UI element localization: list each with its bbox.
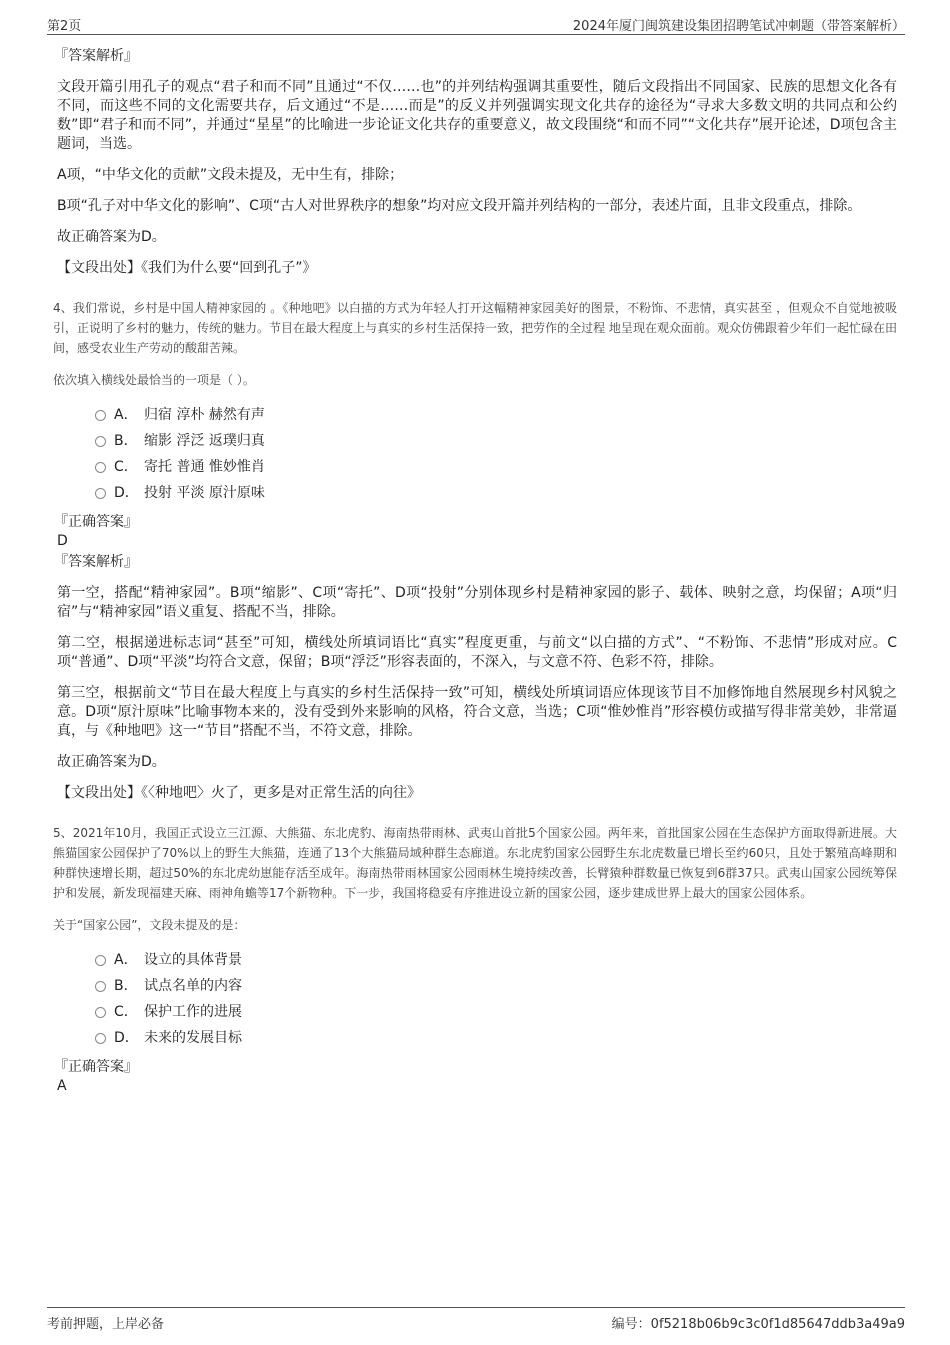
q4-ask: 依次填入横线处最恰当的一项是（ ）。 — [53, 373, 255, 387]
q4-source: 【文段出处】《〈种地吧〉火了，更多是对正常生活的向往》 — [57, 785, 421, 801]
option-text: 投射 平淡 原汁原味 — [144, 485, 265, 501]
radio-icon[interactable] — [95, 1033, 106, 1044]
option-text: 保护工作的进展 — [144, 1004, 242, 1020]
page-header — [47, 12, 905, 35]
option-text: 试点名单的内容 — [144, 978, 242, 994]
q5-correct-label: 『正确答案』 — [54, 1059, 138, 1075]
option-letter: D． — [114, 1030, 139, 1046]
q5-question: 5、2021年10月，我国正式设立三江源、大熊猫、东北虎豹、海南热带雨林、武夷山首批5个国家公园。两年来，首批国家公园在生态保护方面取得新进展。大熊猫国家公园保护了70%以上的野生大熊猫，连通了13个大熊猫局域种群生态廊道。东北虎豹国家公园野生东北虎数量已增长至约60只，且处于繁殖高峰期和种群快速增长期，超过50%的东北虎幼崽能存活至成年。海南热带雨林国家公园雨林生境持续改善，长臂猿种群数量已恢复到6群37只。武夷山国家公园统筹保护和发展，新发现福建天麻、雨神角蟾等17个新物种。下一步，我国将稳妥有序推进设立新的国家公园，逐步建成世界上最大的国家公园体系。 — [53, 826, 897, 900]
q4-analysis-para: 第二空，根据递进标志词“甚至”可知，横线处所填词语比“真实”程度更重，与前文“以白描的方式”、“不粉饰、不悲情”形成对应。C项“普通”、D项“平淡”均符合文意，保留；B项“浮泛”形容表面的，不深入，与文意不符、色彩不符，排除。 — [57, 635, 897, 670]
document-code: 编号：0f5218b06b9c3c0f1d85647ddb3a49a9 — [611, 1317, 905, 1332]
q4-analysis-para: 第一空，搭配“精神家园”。B项“缩影”、C项“寄托”、D项“投射”分别体现乡村是精神家园的影子、载体、映射之意，均保留；A项“归宿”与“精神家园”语义重复、搭配不当，排除。 — [57, 585, 897, 620]
option-letter: A． — [114, 952, 138, 968]
q4-option-a[interactable] — [95, 402, 897, 428]
radio-icon[interactable] — [95, 410, 106, 421]
page-number: 第2页 — [47, 19, 82, 34]
option-text: 未来的发展目标 — [144, 1030, 242, 1046]
q4-correct-label: 『正确答案』 — [54, 514, 138, 530]
option-text: 寄托 普通 惟妙惟肖 — [144, 459, 265, 475]
q4-answer: D — [57, 533, 68, 549]
q3-analysis-para: A项，“中华文化的贡献”文段未提及，无中生有，排除； — [57, 167, 404, 183]
option-letter: C． — [114, 1004, 138, 1020]
q3-analysis-label: 『答案解析』 — [54, 48, 138, 64]
q5-option-b[interactable] — [95, 973, 897, 999]
option-letter: D． — [114, 485, 139, 501]
option-text: 归宿 淳朴 赫然有声 — [144, 407, 265, 423]
page-footer — [47, 1307, 905, 1330]
q3-analysis-para: 故正确答案为D。 — [57, 229, 166, 245]
q4-question: 4、我们常说，乡村是中国人精神家园的 。《种地吧》以白描的方式为年轻人打开这幅精神家园美好的图景，不粉饰、不悲情，真实甚至 ，但观众不自觉地被吸引，正说明了乡村的魅力，传统的魅力。节目在最大程度上与真实的乡村生活保持一致，把劳作的全过程 地呈现在观众面前。观众仿佛跟着少年们一起忙碌在田间，感受农业生产劳动的酸甜苦辣。 — [53, 301, 897, 355]
radio-icon[interactable] — [95, 436, 106, 447]
q4-analysis-label: 『答案解析』 — [54, 554, 138, 570]
radio-icon[interactable] — [95, 981, 106, 992]
q5-option-c[interactable] — [95, 999, 897, 1025]
q4-option-c[interactable] — [95, 454, 897, 480]
footer-slogan: 考前押题，上岸必备 — [47, 1317, 165, 1332]
q3-analysis-para: 文段开篇引用孔子的观点“君子和而不同”且通过“不仅……也”的并列结构强调其重要性，随后文段指出不同国家、民族的思想文化各有不同，而这些不同的文化需要共存，后文通过“不是……而是”的反义并列强调实现文化共存的途径为“寻求大多数文明的共同点和公约数”即“君子和而不同”，并通过“星星”的比喻进一步论证文化共存的重要意义，故文段围绕“和而不同”“文化共存”展开论述，D项包含主题词，当选。 — [57, 79, 897, 152]
q4-option-b[interactable] — [95, 428, 897, 454]
option-letter: B． — [114, 978, 138, 994]
q5-option-d[interactable] — [95, 1025, 897, 1051]
q3-source: 【文段出处】《我们为什么要“回到孔子”》 — [57, 260, 317, 276]
radio-icon[interactable] — [95, 488, 106, 499]
document-title: 2024年厦门闽筑建设集团招聘笔试冲刺题（带答案解析） — [572, 19, 905, 34]
option-text: 缩影 浮泛 返璞归真 — [144, 433, 265, 449]
q4-options — [95, 402, 897, 506]
q4-analysis-para: 第三空，根据前文“节目在最大程度上与真实的乡村生活保持一致”可知，横线处所填词语应体现该节目不加修饰地自然展现乡村风貌之意。D项“原汁原味”比喻事物本来的，没有受到外来影响的风格，符合文意，当选；C项“惟妙惟肖”形容模仿或描写得非常美妙，非常逼真，与《种地吧》这一“节目”搭配不当，不符文意，排除。 — [57, 685, 897, 739]
q5-answer: A — [57, 1078, 67, 1094]
q5-options — [95, 947, 897, 1051]
main-content — [53, 46, 897, 1097]
option-letter: A． — [114, 407, 138, 423]
q4-analysis-para: 故正确答案为D。 — [57, 754, 166, 770]
option-letter: C． — [114, 459, 138, 475]
q3-analysis-para: B项“孔子对中华文化的影响”、C项“古人对世界秩序的想象”均对应文段开篇并列结构的一部分，表述片面，且非文段重点，排除。 — [57, 198, 862, 214]
q4-option-d[interactable] — [95, 480, 897, 506]
q5-ask: 关于“国家公园”，文段未提及的是： — [53, 918, 246, 932]
radio-icon[interactable] — [95, 462, 106, 473]
option-text: 设立的具体背景 — [144, 952, 242, 968]
radio-icon[interactable] — [95, 1007, 106, 1018]
q5-option-a[interactable] — [95, 947, 897, 973]
option-letter: B． — [114, 433, 138, 449]
radio-icon[interactable] — [95, 955, 106, 966]
